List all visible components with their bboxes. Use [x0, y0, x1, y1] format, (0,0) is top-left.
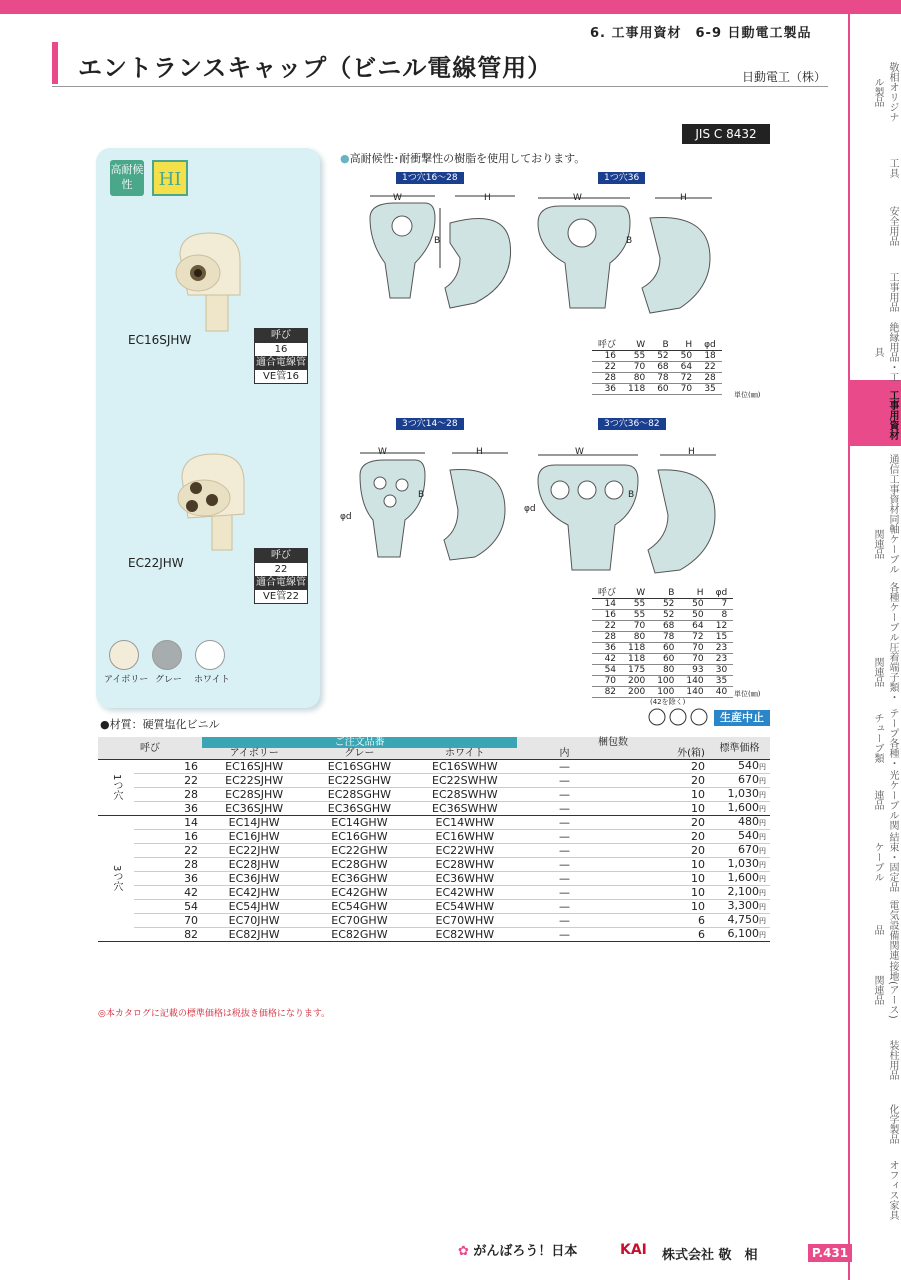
table-cell: 10	[690, 787, 705, 801]
dim-h-label: H	[688, 447, 695, 457]
diagram-3hole-large	[530, 445, 720, 580]
table-cell: 36	[184, 871, 199, 885]
table-cell: 28	[184, 857, 199, 871]
ec16sjhw-photo	[168, 225, 258, 335]
ec22jhw-photo	[168, 448, 258, 553]
table-cell: EC22GHW	[331, 843, 388, 857]
dim-b-label: B	[418, 490, 425, 500]
table-cell: 28	[184, 787, 199, 801]
top-accent-bar	[0, 0, 901, 14]
spec-value2: VE管22	[255, 589, 307, 603]
product-table	[98, 737, 770, 942]
table-cell: 1,030円	[727, 787, 766, 800]
model-ec22jhw: EC22JHW	[128, 556, 184, 570]
table-cell: 10	[690, 871, 705, 885]
table-row	[98, 802, 770, 816]
table-cell: —	[558, 801, 570, 815]
dim-w-label: W	[393, 193, 402, 203]
sidebar-tab[interactable]: 同軸ケーブル関連品	[872, 514, 898, 574]
table-cell: 670円	[738, 773, 766, 786]
cert-note: (42を除く)	[650, 698, 686, 706]
table-cell: 10	[690, 801, 705, 815]
diagram-tag: 1つ穴16～28	[396, 172, 464, 184]
dim-h-label: H	[484, 193, 491, 203]
col-white: ホワイト	[444, 748, 485, 759]
spec-head2: 適合電線管	[256, 357, 306, 368]
table-cell: 20	[690, 759, 705, 773]
dim-w-label: W	[573, 193, 582, 203]
table-cell: 54	[184, 899, 199, 913]
discontinued-badge: 生産中止	[714, 710, 770, 726]
sidebar-tab[interactable]: 圧着端子類・関連品	[872, 642, 898, 702]
table-cell: 4,750円	[727, 913, 766, 926]
diagram-1hole-small	[355, 188, 525, 323]
table-cell: EC28WHW	[435, 857, 495, 871]
spec-box-2	[254, 548, 308, 604]
table-cell: EC16SWHW	[432, 759, 498, 773]
table-row	[98, 788, 770, 802]
company-name: 株式会社 敬 相	[662, 1248, 758, 1263]
table-cell: EC42GHW	[331, 885, 388, 899]
spec-value: 22	[255, 562, 307, 576]
table-cell: —	[558, 759, 570, 773]
table-cell: —	[558, 885, 570, 899]
page-title: エントランスキャップ（ビニル電線管用）	[78, 54, 553, 82]
table-cell: 20	[690, 773, 705, 787]
table-cell: EC82WHW	[435, 927, 495, 941]
table-cell: EC22WHW	[435, 843, 495, 857]
company-logo: KAI	[620, 1242, 647, 1258]
table-cell: EC54GHW	[331, 899, 388, 913]
jis-badge: JIS C 8432	[682, 124, 770, 144]
table-cell: EC54JHW	[228, 899, 280, 913]
cert-marks-icon	[648, 706, 712, 728]
model-ec16sjhw: EC16SJHW	[128, 333, 192, 347]
table-cell: —	[558, 787, 570, 801]
col-pack: 梱包数	[598, 737, 629, 748]
dim-b-label: B	[434, 236, 441, 246]
title-underline	[52, 86, 828, 87]
table-row	[98, 900, 770, 914]
spec-head: 呼び	[255, 549, 307, 562]
table-row	[98, 760, 770, 774]
table-cell: EC16SJHW	[225, 759, 284, 773]
unit-label: 単位(㎜)	[734, 690, 761, 698]
table-cell: —	[558, 899, 570, 913]
table-cell: EC70JHW	[228, 913, 280, 927]
table-cell: EC28SWHW	[432, 787, 498, 801]
sidebar-tab[interactable]: 通信工事資材	[887, 454, 898, 514]
dim-table-2: 呼び W B H φd 14 55 52 50 7 16 55 52 50 8 22 70 68 64 12 28 80 78 72 15 36 118 60 70 23 42 118 60 70 23 54 175 80 93 30 70 200 100 140 35 82 200 100 140 40	[592, 588, 733, 698]
table-row	[98, 928, 770, 942]
dim-d-label: φd	[524, 504, 536, 514]
sidebar-tab[interactable]: 工具	[887, 158, 898, 178]
table-cell: —	[558, 815, 570, 829]
table-cell: —	[558, 829, 570, 843]
sidebar-tab[interactable]: 各種ケーブル	[887, 582, 898, 642]
dim-h-label: H	[476, 447, 483, 457]
table-cell: EC42JHW	[228, 885, 280, 899]
sidebar-tab[interactable]: 接地(アース)関連品	[872, 961, 898, 1019]
table-cell: EC28JHW	[228, 857, 280, 871]
sidebar-tab[interactable]: 安全用品	[887, 206, 898, 246]
table-cell: EC36WHW	[435, 871, 495, 885]
table-cell: —	[558, 773, 570, 787]
table-cell: 10	[690, 885, 705, 899]
swatch-ivory	[109, 640, 139, 670]
right-divider	[848, 0, 850, 1280]
table-cell: EC14JHW	[228, 815, 280, 829]
group-label: 1つ穴	[111, 774, 122, 801]
spec-box-1	[254, 328, 308, 384]
table-cell: EC16SGHW	[327, 759, 392, 773]
table-cell: 1,030円	[727, 857, 766, 870]
weather-badge: 高耐候性	[110, 160, 144, 196]
diagram-tag: 1つ穴36	[598, 172, 645, 184]
swatch-label: グレー	[155, 675, 183, 685]
table-row	[98, 914, 770, 928]
table-cell: —	[558, 843, 570, 857]
table-cell: —	[558, 871, 570, 885]
table-row	[98, 816, 770, 830]
col-gray: グレー	[344, 748, 375, 759]
col-out: 外(箱)	[677, 748, 705, 759]
table-row	[98, 872, 770, 886]
table-cell: 6	[697, 927, 705, 941]
sidebar-tab[interactable]: 結束・固定品ケーブル	[872, 832, 898, 892]
sidebar-tab[interactable]: 絶縁用品・工具	[872, 322, 898, 382]
sidebar-tab[interactable]: 工事用資材	[887, 390, 898, 440]
table-cell: EC16GHW	[331, 829, 388, 843]
col-ivory: アイボリー	[229, 748, 279, 759]
table-row	[98, 858, 770, 872]
swatch-gray	[152, 640, 182, 670]
table-cell: EC14GHW	[331, 815, 388, 829]
price-note: ◎本カタログに記載の標準価格は税抜き価格になります。	[98, 1009, 331, 1019]
dim-h-label: H	[680, 193, 687, 203]
table-cell: 22	[184, 843, 199, 857]
swatch-label: アイボリー	[104, 675, 149, 685]
unit-label: 単位(㎜)	[734, 391, 761, 399]
table-cell: EC70WHW	[435, 913, 495, 927]
table-cell: 16	[184, 759, 199, 773]
sidebar-tab[interactable]: 装柱用品	[887, 1040, 898, 1080]
table-cell: 1,600円	[727, 871, 766, 884]
table-cell: EC22SJHW	[225, 773, 284, 787]
dim-w-label: W	[575, 447, 584, 457]
page-number: P.431	[808, 1244, 852, 1262]
col-in: 内	[559, 748, 570, 759]
feature-text: ●高耐候性･耐衝撃性の樹脂を使用しております。	[340, 152, 586, 165]
swatch-white	[195, 640, 225, 670]
table-cell: EC14WHW	[435, 815, 495, 829]
table-cell: 14	[184, 815, 199, 829]
sidebar-tab[interactable]: オフィス家具	[887, 1160, 898, 1220]
table-cell: 2,100円	[727, 885, 766, 898]
table-cell: EC16WHW	[435, 829, 495, 843]
table-row	[98, 774, 770, 788]
table-cell: 20	[690, 843, 705, 857]
table-cell: 6,100円	[727, 927, 766, 940]
sidebar-tab[interactable]: 光ケーブル関連品	[872, 770, 898, 830]
spec-value2: VE管16	[255, 369, 307, 383]
table-cell: 10	[690, 857, 705, 871]
table-cell: 82	[184, 927, 199, 941]
table-cell: EC36GHW	[331, 871, 388, 885]
table-cell: 22	[184, 773, 199, 787]
table-cell: 3,300円	[727, 899, 766, 912]
table-cell: —	[558, 857, 570, 871]
table-cell: EC16JHW	[228, 829, 280, 843]
table-cell: EC22SGHW	[327, 773, 392, 787]
table-cell: 70	[184, 913, 199, 927]
dim-b-label: B	[628, 490, 635, 500]
sidebar-tab[interactable]: 化学製品	[887, 1104, 898, 1144]
table-cell: 540円	[738, 759, 766, 772]
title-accent	[52, 42, 58, 84]
table-cell: 16	[184, 829, 199, 843]
table-cell: 670円	[738, 843, 766, 856]
table-cell: EC82JHW	[228, 927, 280, 941]
table-cell: EC36SGHW	[327, 801, 392, 815]
table-cell: EC42WHW	[435, 885, 495, 899]
spec-value: 16	[255, 342, 307, 356]
dim-table-1: 呼び W B H φd 16 55 52 50 18 22 70 68 64 22 28 80 78 72 28 36 118 60 70 35	[592, 340, 722, 395]
table-cell: 36	[184, 801, 199, 815]
table-cell: EC36JHW	[228, 871, 280, 885]
table-cell: EC28SJHW	[225, 787, 284, 801]
table-cell: 20	[690, 829, 705, 843]
table-cell: 480円	[738, 815, 766, 828]
spec-head: 呼び	[255, 329, 307, 342]
sidebar-tab[interactable]: 工事用品	[887, 272, 898, 312]
table-cell: —	[558, 927, 570, 941]
material-text: ●材質：硬質塩化ビニル	[100, 718, 220, 731]
sidebar-tab[interactable]: テープ各種・チューブ類	[872, 708, 898, 768]
diagram-1hole-large	[530, 188, 720, 323]
spec-head2: 適合電線管	[256, 577, 306, 588]
table-cell: EC22SWHW	[432, 773, 498, 787]
breadcrumb: 6. 工事用資材 6-9 日動電工製品	[590, 26, 812, 41]
col-order: ご注文品番	[202, 737, 517, 748]
sidebar-tab[interactable]: 敬相オリジナル製品	[872, 62, 898, 122]
table-row	[98, 886, 770, 900]
table-cell: EC36SWHW	[432, 801, 498, 815]
table-cell: 6	[697, 913, 705, 927]
group-3hole	[98, 816, 770, 942]
table-cell: EC54WHW	[435, 899, 495, 913]
diagram-3hole-small	[340, 445, 520, 575]
col-price: 標準価格	[719, 742, 760, 754]
table-cell: EC28SGHW	[327, 787, 392, 801]
table-cell: EC36SJHW	[225, 801, 284, 815]
hi-badge: HI	[152, 160, 188, 196]
group-1hole	[98, 760, 770, 816]
table-cell: 42	[184, 885, 199, 899]
table-cell: EC82GHW	[331, 927, 388, 941]
table-row	[98, 844, 770, 858]
col-yobi: 呼び	[140, 742, 161, 754]
dim-d-label: φd	[340, 512, 352, 522]
diagram-tag: 3つ穴14～28	[396, 418, 464, 430]
table-cell: 10	[690, 899, 705, 913]
maker-name: 日動電工（株）	[742, 70, 827, 84]
dim-w-label: W	[378, 447, 387, 457]
table-row	[98, 830, 770, 844]
table-cell: EC28GHW	[331, 857, 388, 871]
footer-slogan: ✿ がんばろう！日本	[458, 1244, 578, 1259]
table-cell: 20	[690, 815, 705, 829]
table-cell: EC70GHW	[331, 913, 388, 927]
table-cell: 1,600円	[727, 801, 766, 814]
swatch-label: ホワイト	[194, 675, 230, 685]
diagram-tag: 3つ穴36～82	[598, 418, 666, 430]
sidebar-tab[interactable]: 電気設備関連品	[872, 900, 898, 960]
table-cell: EC22JHW	[228, 843, 280, 857]
table-cell: —	[558, 913, 570, 927]
table-cell: 540円	[738, 829, 766, 842]
dim-b-label: B	[626, 236, 633, 246]
group-label: 3つ穴	[111, 865, 122, 892]
